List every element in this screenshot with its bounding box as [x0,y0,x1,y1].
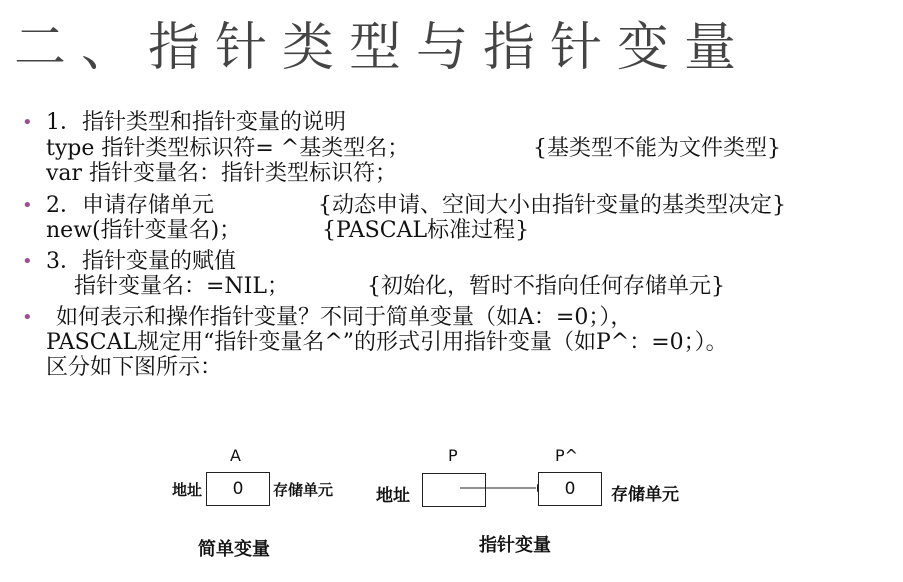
bullet-comment: {动态申请、空间大小由指针变量的基类型决定} [318,193,786,218]
target-cell-value: 0 [564,479,576,499]
bullet-text: 1．指针类型和指针变量的说明 [46,110,346,135]
bullet-text: type 指针类型标识符= ^基类型名； [46,136,410,161]
target-cell-label: 存储单元 [611,485,679,505]
bullet-marker: • [22,251,33,272]
bullet-comment: {PASCAL标准过程} [322,218,530,243]
bullet-text: 2．申请存储单元 [46,193,214,218]
target-cell-box [538,472,602,506]
target-var-label: P^ [555,446,579,465]
bullet-comment: {初始化，暂时不指向任何存储单元} [367,274,725,299]
bullet-text: 如何表示和操作指针变量？不同于简单变量（如A：=0；）， [56,305,633,330]
bullet-marker: • [22,307,33,328]
page-title: 二、指针类型与指针变量 [14,18,752,78]
bullet-text: 区分如下图所示： [46,355,223,380]
bullet-comment: {基类型不能为文件类型} [533,136,781,161]
simple-address-label: 地址 [172,481,203,499]
simple-cell-value: 0 [232,479,244,499]
bullet-text: var 指针变量名：指针类型标识符； [46,161,398,186]
simple-caption: 简单变量 [198,539,270,560]
pointer-address-label: 地址 [376,486,410,506]
bullet-marker: • [22,112,33,133]
bullet-text: 指针变量名：=NIL； [74,274,289,299]
bullet-text: PASCAL规定用“指针变量名^”的形式引用指针变量（如P^：=0；）。 [46,330,728,355]
pointer-diagram [0,440,903,580]
simple-cell-box [206,472,270,506]
pointer-var-label: P [448,446,458,465]
bullet-text: new(指针变量名)； [46,218,242,243]
arrow-icon [460,478,550,498]
bullet-marker: • [22,195,33,216]
simple-cell-label: 存储单元 [273,481,334,499]
simple-var-label: A [230,446,241,465]
pointer-caption: 指针变量 [479,535,551,556]
bullet-text: 3．指针变量的赋值 [46,249,236,274]
